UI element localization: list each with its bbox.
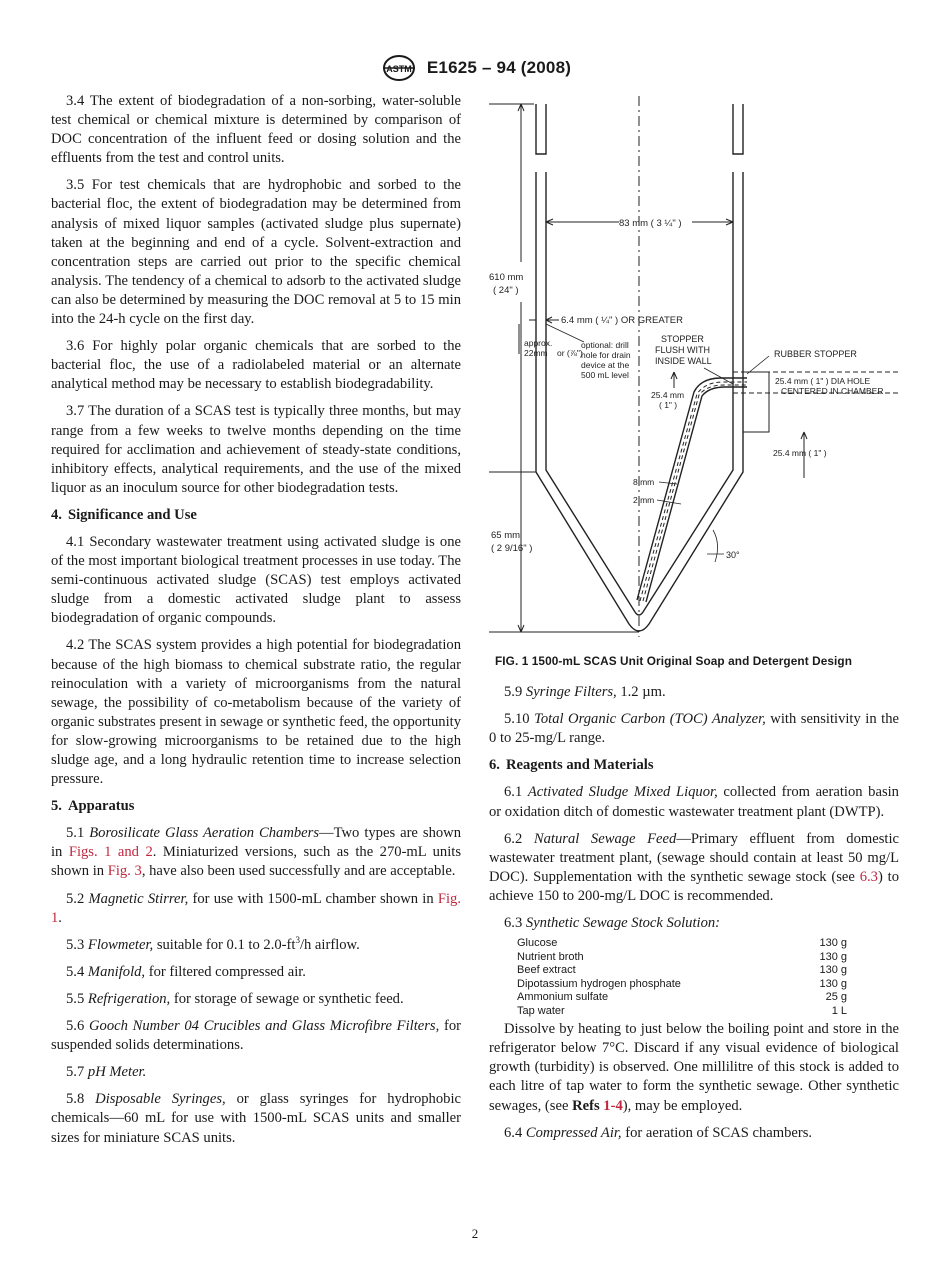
recipe-table [517,937,847,1018]
paragraph-5-3: 5.3 Flowmeter, suitable for 0.1 to $2.0-ft^3/h$ airflow. [66,934,360,953]
section-6-heading: 6. Reagents and Materials [489,757,654,774]
page-header [0,54,950,82]
leader-8mm [659,482,677,484]
label-2mm: 2 mm [633,495,655,505]
angle-arc [713,530,718,562]
page-number: 2 [471,1226,479,1241]
scas-unit-diagram [489,92,899,640]
paragraph-6-1: 6.1 Activated Sludge Mixed Liquor, collected from aeration basin or oxidation ditch of domestic wastewater treatment plant (DWTP). [489,784,899,820]
paragraph-6-3: 6.3 Synthetic Sewage Stock Solution: [504,915,721,932]
paragraph-5-7: 5.7 pH Meter. [66,1064,147,1081]
label-30deg: 30° [726,550,740,560]
figure-1-caption: FIG. 1 1500-mL SCAS Unit Original Soap and Detergent Design [495,654,853,668]
paragraph-3-5: 3.5 For test chemicals that are hydrophobic and sorbed to the bacterial floc, the extent of biodegradation may be determined from analysis of mixed liquor samples (activated sludge plus supernate) taken at the beginning and end of a cycle. Solvent-extraction and concentration steps are carried out prior to the specific chemical analysis. The tendency of a chemical to adsorb to the activated sludge can also be determined by measuring the DOC removal at 5 to 15 min into the 24-h cycle on the first day. [51,177,461,328]
paragraph-5-1: 5.1 Borosilicate Glass Aeration Chambers—Two types are shown in Figs. 1 and 2. Miniaturized versions, such as the 270-mL units shown in Fig. 3, have also been used successfully and are acceptable. [51,825,462,880]
paragraph-6-2: 6.2 Natural Sewage Feed—Primary effluent from domestic wastewater treatment plant, (sewage should contain at least 50 mg/L DOC). Supplementation with the synthetic sewage stock (see 6.3) to achieve 150 to 200-mg/L DOC is recommended. [489,830,899,904]
table-row: Glucose 130 g [517,937,847,950]
paragraph-3-6: 3.6 For highly polar organic chemicals that are sorbed to the bacterial floc, the use of a radiolabeled material or an alternate analytical method may be necessary to establish biodegradability. [51,338,461,393]
paragraph-dissolve: Dissolve by heating to just below the boiling point and store in the refrigerator below 7°C. Discard if any visual evidence of biological growth (turbidity) is observed. One millilitre of this stock is added to each litre of tap water to form the synthetic sewage. Other synthetic sewages, (see Refs 1-4), may be employed. [489,1021,899,1114]
label-right-25mm: 25.4 mm ( 1" ) [773,448,827,458]
table-row: Nutrient broth 130 g [517,950,847,963]
label-610mm: 610 mm [489,272,524,283]
label-dia-hole-2: CENTERED IN CHAMBER [781,386,884,396]
link-6-3[interactable]: 6.3 [859,868,878,885]
leader-stopper [704,368,733,384]
paragraph-5-9: 5.9 Syringe Filters, 1.2 µm. [504,684,666,701]
section-4-heading: 4. Significance and Use [51,506,197,523]
label-rubber-stopper: RUBBER STOPPER [774,349,857,359]
label-optional-1: optional: drill [581,340,629,350]
dim-wall [529,317,559,323]
label-22mm: 22mm [524,348,548,358]
chamber-top-piece-left [536,104,546,154]
label-dia-hole-1: 25.4 mm ( 1" ) DIA HOLE [775,376,871,386]
paragraph-5-8: 5.8 Disposable Syringes, or glass syringes for hydrophobic chemicals—60 mL for use with 1500-mL SCAS units and smaller sizes for miniature SCAS units. [51,1091,461,1146]
link-fig-3[interactable]: Fig. 3 [107,863,142,880]
label-8mm: 8 mm [633,477,655,487]
label-optional-3: device at the [581,360,630,370]
paragraph-5-2: 5.2 Magnetic Stirrer, for use with 1500-mL chamber shown in Fig. 1. [51,890,462,926]
link-fig-1[interactable]: Fig. 1 [51,890,462,926]
link-refs-1-4[interactable]: 1-4 [603,1097,623,1114]
paragraph-5-6: 5.6 Gooch Number 04 Crucibles and Glass Microfibre Filters, for suspended solids determinations. [51,1018,461,1054]
label-tube-25mm: 25.4 mm [651,390,685,400]
paragraph-4-2: 4.2 The SCAS system provides a high potential for biodegradation because of the high biomass to chemical substrate ratio, the regular reinoculation with a variety of microorganisms from the natural sewage, the possibility of co-metabolism because of the variety of organic substrates present in sewage or synthetic feed, the opportunity for slow-growing microorganisms to be retained due to the high sludge age, and a long hydraulic retention time to increase selection pressure. [51,637,462,788]
paragraph-4-1: 4.1 Secondary wastewater treatment using activated sludge is one of the most important biological treatment processes in use today. The semi-continuous activated sludge (SCAS) test employs activated sludge from a domestic activated sludge plant to assess biodegradation of organic compounds. [51,533,461,627]
paragraph-5-10: 5.10 Total Organic Carbon (TOC) Analyzer, with sensitivity in the 0 to 25-mg/L range. [489,711,899,747]
paragraph-3-7: 3.7 The duration of a SCAS test is typically three months, but may range from a few weeks to twelve months depending on the time required for acclimation and achievement of steady-state conditions, inhibitory effects, analytical requirements, and the use of the mixed liquor as an inoculum source for other biodegradation tests. [51,403,461,496]
paragraph-5-4: 5.4 Manifold, for filtered compressed air. [66,963,306,980]
label-stopper-1: STOPPER [661,334,704,344]
label-24in: ( 24" ) [493,285,519,296]
air-inlet-tube [637,378,747,602]
label-2-9-16: ( 2 9/16" ) [491,543,533,554]
figure-1 [489,92,899,640]
label-wall: 6.4 mm ( ¼" ) OR GREATER [561,315,683,326]
table-row: Tap water 1 L [517,1004,847,1017]
label-tube-1in: ( 1" ) [659,400,678,410]
label-stopper-2: FLUSH WITH [655,345,710,355]
paragraph-5-5: 5.5 Refrigeration, for storage of sewage or synthetic feed. [66,990,404,1007]
astm-logo-text: ASTM [386,64,412,74]
table-row: Ammonium sulfate 25 g [517,991,847,1004]
label-optional-4: 500 mL level [581,370,629,380]
paragraph-3-4: 3.4 The extent of biodegradation of a non-sorbing, water-soluble test chemical or chemical mixture is determined by comparison of DOC concentration of the influent feed or dosing solution and the effluents from the test and control units. [51,93,461,167]
standard-designation: E1625 – 94 (2008) [426,58,572,77]
chamber-top-piece-right [733,104,743,154]
table-row: Beef extract 130 g [517,964,847,977]
label-optional-2: hole for drain [581,350,631,360]
table-row: Dipotassium hydrogen phosphate 130 g [517,977,847,990]
section-5-heading: 5. Apparatus [51,798,135,815]
paragraph-6-4: 6.4 Compressed Air, for aeration of SCAS chambers. [504,1124,813,1141]
leader-rubber [747,356,769,374]
label-approx: approx. [524,338,553,348]
astm-logo-icon [379,54,419,82]
dim-tube-25mm [671,372,677,388]
link-figs-1-2[interactable]: Figs. 1 and 2 [68,844,153,861]
label-or-78: or (⅞") [557,348,583,358]
label-65mm: 65 mm [491,530,521,541]
left-column [51,92,461,1156]
label-83mm: 83 mm ( 3 ¼" ) [619,218,682,229]
leader-2mm [657,500,681,504]
label-stopper-3: INSIDE WALL [655,356,712,366]
right-column [489,92,899,1151]
